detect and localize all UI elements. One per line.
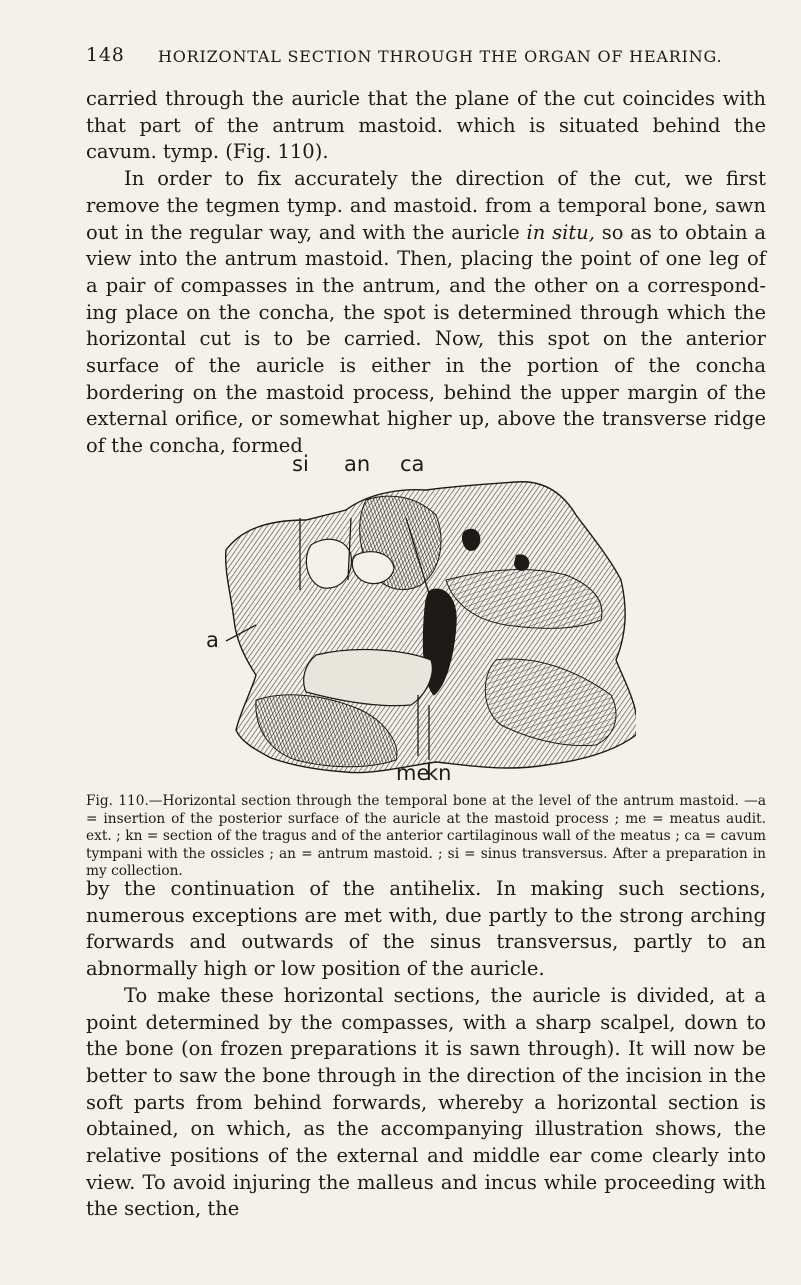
body-text-bottom — [86, 876, 766, 1223]
label-a: a — [206, 628, 219, 652]
figure-caption: Fig. 110.—Horizontal section through the temporal bone at the level of the antrum mastoid. —a = insertion of the posterior surface of the auricle at the mastoid process ; me = meatus audit. ext. ; kn = section of the tragus and of the anterior cartilaginous wall of the meatus ; ca = cavum tympani with the ossicles ; an = antrum mastoid. ; si = sinus transversus. After a preparation in my collection. — [86, 793, 766, 880]
paragraph: by the continuation of the antihelix. In making such sections, numerous exceptions are met with, due partly to the strong arching forwards and outwards of the sinus transversus, partly to an abnormally high or low position of the auricle. — [86, 877, 766, 981]
anatomical-illustration — [196, 460, 636, 790]
paragraph: carried through the auricle that the plane of the cut coincides with that part of the antrum mastoid. which is situated behind the cavum. tymp. (Fig. 110). — [86, 87, 766, 164]
text-span: In order to fix accurately the direction of the cut, we first remove the tegmen tymp. and mastoid. from a temporal bone, sawn out in the regular way, and with the auricle — [86, 167, 766, 244]
paragraph: To make these horizontal sections, the auricle is divided, at a point determined by the compasses, with a sharp scalpel, down to the bone (on frozen preparations it is sawn through). It will now be better to saw the bone through in the direction of the incision in the soft parts from behind forwards, whereby a horizontal section is obtained, on which, as the accompanying illustration shows, the relative positions of the external and middle ear come clearly into view. To avoid injuring the malleus and incus while proceeding with the section, the — [86, 983, 766, 1221]
label-kn: kn — [426, 761, 452, 785]
label-an: an — [344, 452, 371, 476]
text-span: so as to obtain a view into the antrum mastoid. Then, placing the point of one leg of a pair of compasses in the antrum, and the other on a correspond- ing place on the concha, the spot is determined through which the horizontal cut is to be carried. Now, this spot on the anterior surface of the auricle is either in the portion of the concha bordering on the mastoid process, behind the upper margin of the external orifice, or somewhat higher up, above the transverse ridge of the concha, formed — [86, 220, 766, 458]
label-ca: ca — [400, 452, 425, 476]
body-text-top — [86, 86, 766, 460]
label-si: si — [292, 452, 309, 476]
sinus-cavity — [306, 539, 351, 588]
paragraph — [86, 166, 766, 460]
running-head: HORIZONTAL SECTION THROUGH THE ORGAN OF HEARING. — [158, 47, 723, 66]
page-number: 148 — [86, 44, 125, 66]
italic-text: in situ, — [526, 220, 595, 244]
figure-110 — [196, 452, 636, 790]
page-header — [86, 44, 766, 74]
label-me: me — [396, 761, 430, 785]
